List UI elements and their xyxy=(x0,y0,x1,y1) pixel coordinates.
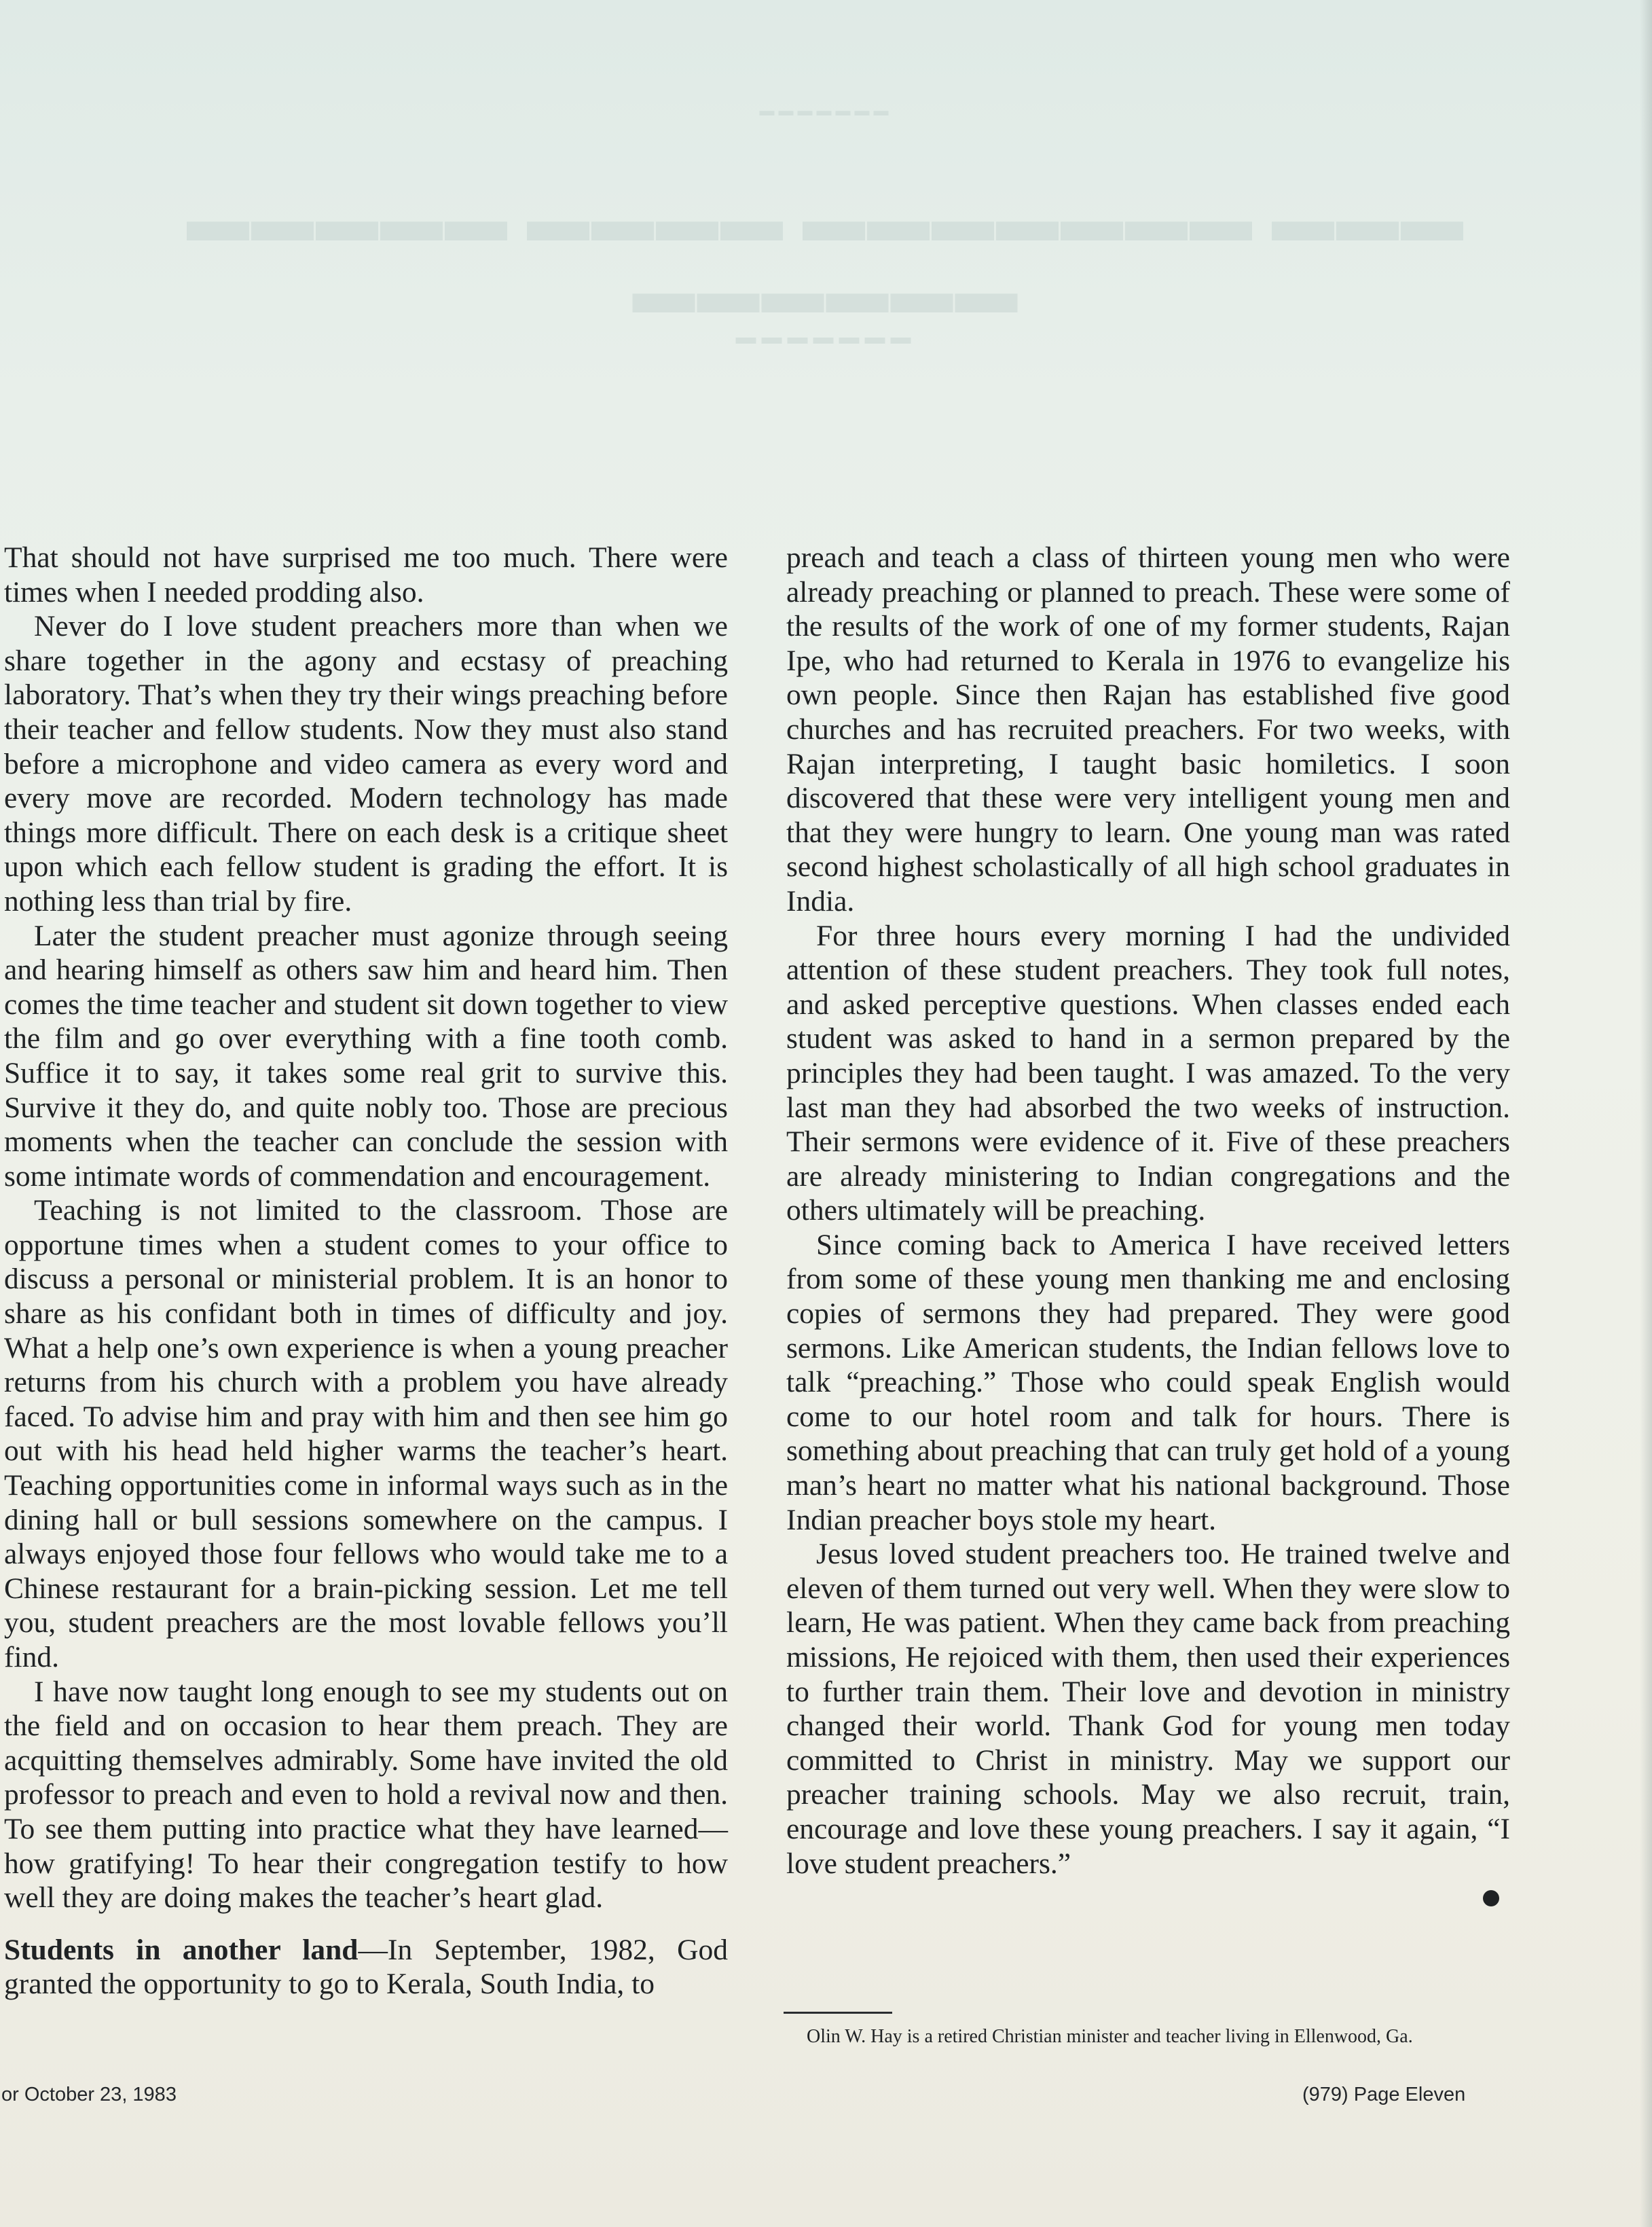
show-through-byline: ▬▬▬▬▬▬▬ xyxy=(735,326,917,348)
article-column-left xyxy=(4,541,728,2002)
section-heading: Students in another land xyxy=(4,1933,359,1966)
paragraph: I have now taught long enough to see my students out on the field and on occasion to hear them preach. They are acquitting themselves admirably. Some have invited the old professor to preach and even to hold a revival now and then. To see them putting into practice what they have learned—how gratifying! To hear their congregation testify to how well they are doing makes the teacher’s heart glad. xyxy=(4,1675,728,1915)
section-paragraph xyxy=(4,1933,728,2002)
footer-page-number: (979) Page Eleven xyxy=(1302,2084,1466,2105)
end-mark-icon xyxy=(1483,1890,1499,1906)
paragraph: Later the student preacher must agonize through seeing and hearing himself as others saw him and heard him. Then comes the time teacher and student sit down together to view the film and go over everything with a fine tooth comb. Suffice it to say, it takes some real grit to survive this. Survive it they do, and quite nobly too. Those are precious moments when the teacher can conclude the session with some intimate words of commendation and encouragement. xyxy=(4,919,728,1193)
paragraph: That should not have surprised me too much. There were times when I needed prodding also. xyxy=(4,541,728,609)
page-edge-shadow xyxy=(1640,0,1652,2227)
paragraph: Jesus loved student preachers too. He trained twelve and eleven of them turned out very well. When they were slow to learn, He was patient. When they came back from preaching missions, He rejoiced with them, then used their experiences to further train them. Their love and devotion in ministry changed their world. Thank God for young men today committed to Christ in ministry. May we support our preacher training schools. May we also recruit, train, encourage and love these young preachers. I say it again, “I love student preachers.” xyxy=(786,1538,1510,1880)
paragraph: preach and teach a class of thirteen young men who were already preaching or planned to preach. These were some of the results of the work of one of my former students, Rajan Ipe, who had returned to Kerala in 1976 to evangelize his own people. Since then Rajan has established five good churches and has recruited preachers. For two weeks, with Rajan interpreting, I taught basic homiletics. I soon discovered that these were very intelligent young men and that they were hungry to learn. One young man was rated second highest scholastically of all high school graduates in India. xyxy=(786,541,1510,918)
bio-divider xyxy=(784,2012,892,2014)
paragraph: Teaching is not limited to the classroom. Those are opportune times when a student comes to your office to discuss a personal or ministerial problem. It is an honor to share as his confidant both in times of difficulty and joy. What a help one’s own experience is when a young preacher returns from his church with a problem you have already faced. To advise him and pray with him and then see him go out with his head held higher warms the teacher’s heart. Teaching opportunities come in informal ways such as in the dining hall or bull sessions somewhere on the campus. I always enjoyed those four fellows who would take me to a Chinese restaurant for a brain-picking session. Let me tell you, student preachers are the most lovable fellows you’ll find. xyxy=(4,1194,728,1673)
paragraph: Since coming back to America I have received letters from some of these young men thanking me and enclosing copies of sermons they had prepared. They were good sermons. Like American students, the Indian fellows love to talk “preaching.” Those who could speak English would come to our hotel room and talk for hours. There is something about preaching that can truly get hold of a young man’s heart no matter what his national background. Those Indian preacher boys stole my heart. xyxy=(786,1228,1510,1536)
section-text: —In September, 1982, God granted the opportunity to go to Kerala, South India, to xyxy=(4,1933,728,2001)
show-through-title: ▬▬▬▬▬ ▬▬▬▬ ▬▬▬▬▬▬▬ ▬▬▬ ▬▬▬▬▬▬ xyxy=(187,185,1465,326)
author-bio: Olin W. Hay is a retired Christian minister and teacher living in Ellenwood, Ga. xyxy=(807,2026,1413,2047)
footer-date: or October 23, 1983 xyxy=(1,2084,177,2105)
paragraph: For three hours every morning I had the undivided attention of these student preachers. They took full notes, and asked perceptive questions. When classes ended each student was asked to hand in a sermon prepared by the principles they had been taught. I was amazed. To the very last man they had absorbed the two weeks of instruction. Their sermons were evidence of it. Five of these preachers are already ministering to Indian congregations and the others ultimately will be preaching. xyxy=(786,919,1510,1227)
show-through-kicker: ▬▬▬▬▬▬▬ xyxy=(759,102,893,119)
paragraph: Never do I love student preachers more than when we share together in the agony and ecstasy of preaching laboratory. That’s when they try their wings preaching before their teacher and fellow students. Now they must also stand before a microphone and video camera as every word and every move are recorded. Modern technology has made things more difficult. There on each desk is a critique sheet upon which each fellow student is grading the effort. It is nothing less than trial by fire. xyxy=(4,610,728,918)
article-column-right xyxy=(786,541,1510,1906)
